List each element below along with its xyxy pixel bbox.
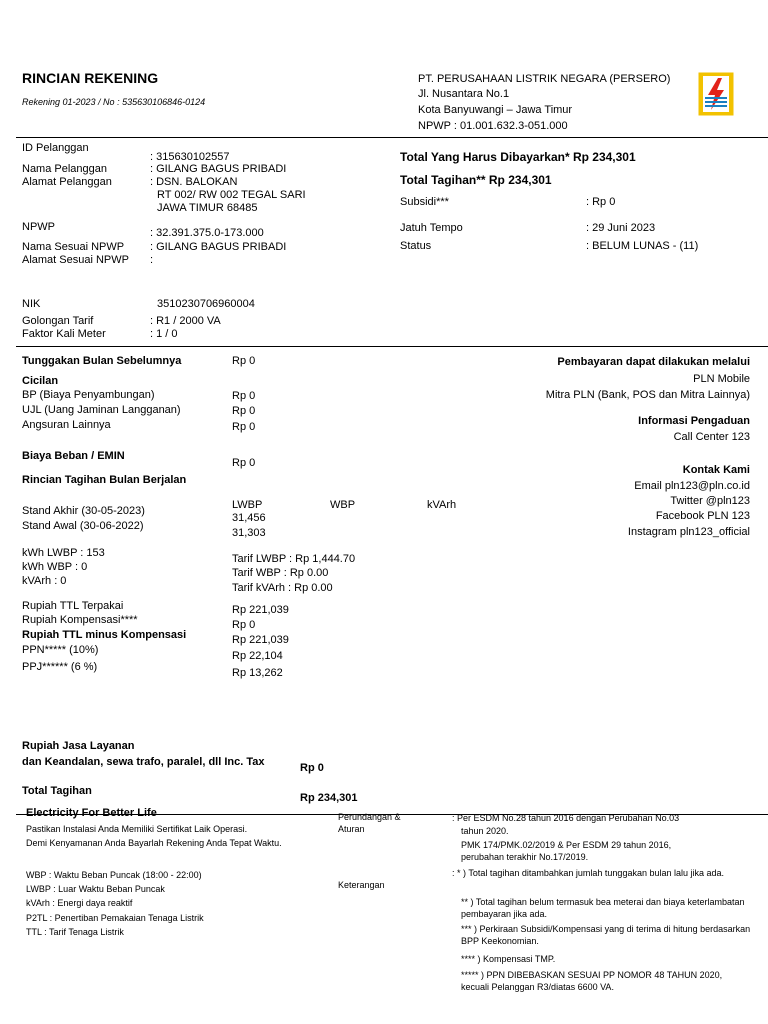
tarif-kvarh: Tarif kVArh : Rp 0.00 [232, 582, 333, 594]
legend-wbp: WBP : Waktu Beban Puncak (18:00 - 22:00) [26, 870, 202, 880]
status-value: : BELUM LUNAS - (11) [586, 240, 699, 252]
jatuh-tempo-label: Jatuh Tempo [400, 222, 463, 234]
alamat-pelanggan-line2: RT 002/ RW 002 TEGAL SARI [157, 189, 306, 201]
company-npwp: NPWP : 01.001.632.3-051.000 [418, 120, 568, 132]
alamat-npwp-value: : [150, 254, 154, 266]
golongan-tarif-value: : R1 / 2000 VA [150, 315, 221, 327]
pembayaran-mitra: Mitra PLN (Bank, POS dan Mitra Lainnya) [545, 389, 750, 401]
nama-pelanggan-value: : GILANG BAGUS PRIBADI [150, 163, 287, 175]
npwp-value: : 32.391.375.0-173.000 [150, 227, 264, 239]
contact-facebook[interactable]: Facebook PLN 123 [655, 510, 750, 522]
keterangan-note-3: *** ) Perkiraan Subsidi/Kompensasi yang di terima di hitung berdasarkan BPP Keekonomian. [461, 924, 751, 946]
alamat-pelanggan-line3: JAWA TIMUR 68485 [157, 202, 258, 214]
perundangan-line3: PMK 174/PMK.02/2019 & Per ESDM 29 tahun 2016, [461, 840, 672, 850]
kompensasi-value: Rp 0 [232, 619, 256, 631]
keterangan-note-2: ** ) Total tagihan belum termasuk bea meterai dan biaya keterlambatan pembayaran jika ada. [461, 897, 745, 919]
divider-customer [16, 346, 768, 347]
status-label: Status [400, 240, 432, 252]
message-bayar: Demi Kenyamanan Anda Bayarlah Rekening Anda Tepat Waktu. [26, 838, 282, 848]
alamat-pelanggan-label: Alamat Pelanggan [22, 176, 112, 188]
stand-akhir-value: 31,456 [232, 512, 266, 524]
informasi-pengaduan-title: Informasi Pengaduan [638, 415, 750, 427]
ttl-minus-kompensasi-label: Rupiah TTL minus Kompensasi [22, 629, 187, 641]
keterangan-label: Keterangan [338, 880, 385, 890]
id-pelanggan-value: : 315630102557 [150, 151, 230, 163]
ttl-terpakai-label: Rupiah TTL Terpakai [22, 600, 124, 612]
ppn-label: PPN***** (10%) [22, 644, 99, 656]
id-pelanggan-label: ID Pelanggan [22, 142, 89, 154]
contact-twitter[interactable]: Twitter @pln123 [670, 495, 750, 507]
perundangan-line1: : Per ESDM No.28 tahun 2016 dengan Perubahan No.03 [452, 813, 680, 823]
total-harus-dibayarkan: Total Yang Harus Dibayarkan* Rp 234,301 [400, 150, 636, 164]
legend-lwbp: LWBP : Luar Waktu Beban Puncak [26, 884, 165, 894]
cicilan-label: Cicilan [22, 375, 59, 387]
nama-pelanggan-label: Nama Pelanggan [22, 163, 108, 175]
rincian-tagihan-label: Rincian Tagihan Bulan Berjalan [22, 474, 187, 486]
perundangan-line4: perubahan terakhir No.17/2019. [461, 852, 589, 862]
divider-header [16, 137, 768, 138]
alamat-npwp-label: Alamat Sesuai NPWP [22, 254, 129, 266]
jasa-layanan-label-2: dan Keandalan, sewa trafo, paralel, dll Inc. Tax [22, 756, 265, 768]
jasa-layanan-value: Rp 0 [300, 762, 324, 774]
subsidi-value: : Rp 0 [586, 196, 616, 208]
contact-instagram[interactable]: Instagram pln123_official [627, 526, 750, 538]
golongan-tarif-label: Golongan Tarif [22, 315, 94, 327]
stand-awal-value: 31,303 [232, 527, 266, 539]
faktor-kali-label: Faktor Kali Meter [22, 328, 106, 340]
perundangan-label: Perundangan & [338, 812, 401, 822]
ppj-value: Rp 13,262 [232, 667, 283, 679]
call-center: Call Center 123 [673, 431, 750, 443]
bp-label: BP (Biaya Penyambungan) [22, 389, 155, 401]
total-tagihan-value: Rp 234,301 [300, 792, 358, 804]
perundangan-line2: tahun 2020. [461, 826, 509, 836]
total-tagihan-summary: Total Tagihan** Rp 234,301 [400, 173, 552, 187]
ttl-minus-kompensasi-value: Rp 221,039 [232, 634, 289, 646]
total-tagihan-label: Total Tagihan [22, 785, 92, 797]
ttl-terpakai-value: Rp 221,039 [232, 604, 289, 616]
jasa-layanan-label: Rupiah Jasa Layanan [22, 740, 135, 752]
angsuran-value: Rp 0 [232, 421, 256, 433]
ppj-label: PPJ****** (6 %) [22, 661, 98, 673]
keterangan-note-5: ***** ) PPN DIBEBASKAN SESUAI PP NOMOR 48 TAHUN 2020, kecuali Pelanggan R3/diatas 6600 VA. [461, 970, 723, 992]
bp-value: Rp 0 [232, 390, 256, 402]
pembayaran-pln-mobile: PLN Mobile [693, 373, 750, 385]
subsidi-label: Subsidi*** [400, 196, 449, 208]
kontak-kami-title: Kontak Kami [682, 464, 750, 476]
keterangan-note-4: **** ) Kompensasi TMP. [461, 954, 556, 964]
company-address-line2: Kota Banyuwangi – Jawa Timur [418, 104, 573, 116]
nik-value: 3510230706960004 [157, 298, 255, 310]
kompensasi-label: Rupiah Kompensasi**** [22, 614, 138, 626]
jatuh-tempo-value: : 29 Juni 2023 [586, 222, 656, 234]
stand-akhir-label: Stand Akhir (30-05-2023) [22, 505, 145, 517]
company-name: PT. PERUSAHAAN LISTRIK NEGARA (PERSERO) [418, 73, 671, 85]
perundangan-label-2: Aturan [338, 824, 365, 834]
biaya-beban-label: Biaya Beban / EMIN [22, 450, 125, 462]
col-lwbp: LWBP [232, 499, 263, 511]
nik-label: NIK [22, 298, 41, 310]
legend-kvarh: kVArh : Energi daya reaktif [26, 898, 133, 908]
company-address-line1: Jl. Nusantara No.1 [418, 88, 510, 100]
ujl-value: Rp 0 [232, 405, 256, 417]
rekening-number: Rekening 01-2023 / No : 535630106846-0124 [22, 97, 206, 107]
tarif-lwbp: Tarif LWBP : Rp 1,444.70 [232, 553, 356, 565]
contact-email[interactable]: Email pln123@pln.co.id [634, 480, 750, 492]
tunggakan-label: Tunggakan Bulan Sebelumnya [22, 355, 182, 367]
biaya-beban-value: Rp 0 [232, 457, 256, 469]
angsuran-label: Angsuran Lainnya [22, 419, 111, 431]
alamat-pelanggan-value: : DSN. BALOKAN [150, 176, 238, 188]
legend-p2tl: P2TL : Penertiban Pemakaian Tenaga Listrik [26, 913, 204, 923]
message-slo: Pastikan Instalasi Anda Memiliki Sertifikat Laik Operasi. [26, 824, 248, 834]
npwp-label: NPWP [22, 221, 55, 233]
col-kvarh: kVArh [427, 499, 457, 511]
tarif-wbp: Tarif WBP : Rp 0.00 [232, 567, 329, 579]
nama-npwp-value: : GILANG BAGUS PRIBADI [150, 241, 287, 253]
nama-npwp-label: Nama Sesuai NPWP [22, 241, 125, 253]
col-wbp: WBP [330, 499, 356, 511]
slogan: Electricity For Better Life [26, 807, 157, 819]
kvarh-value: kVArh : 0 [22, 575, 67, 587]
tunggakan-value: Rp 0 [232, 355, 256, 367]
pln-logo-icon [697, 71, 735, 117]
kwh-wbp: kWh WBP : 0 [22, 561, 88, 573]
document-title: RINCIAN REKENING [22, 70, 159, 86]
stand-awal-label: Stand Awal (30-06-2022) [22, 520, 144, 532]
ujl-label: UJL (Uang Jaminan Langganan) [22, 404, 181, 416]
ppn-value: Rp 22,104 [232, 650, 283, 662]
faktor-kali-value: : 1 / 0 [150, 328, 178, 340]
keterangan-note-1: : * ) Total tagihan ditambahkan jumlah tunggakan bulan lalu jika ada. [452, 868, 725, 878]
pembayaran-title: Pembayaran dapat dilakukan melalui [557, 356, 750, 368]
legend-ttl: TTL : Tarif Tenaga Listrik [26, 927, 124, 937]
kwh-lwbp: kWh LWBP : 153 [22, 547, 105, 559]
